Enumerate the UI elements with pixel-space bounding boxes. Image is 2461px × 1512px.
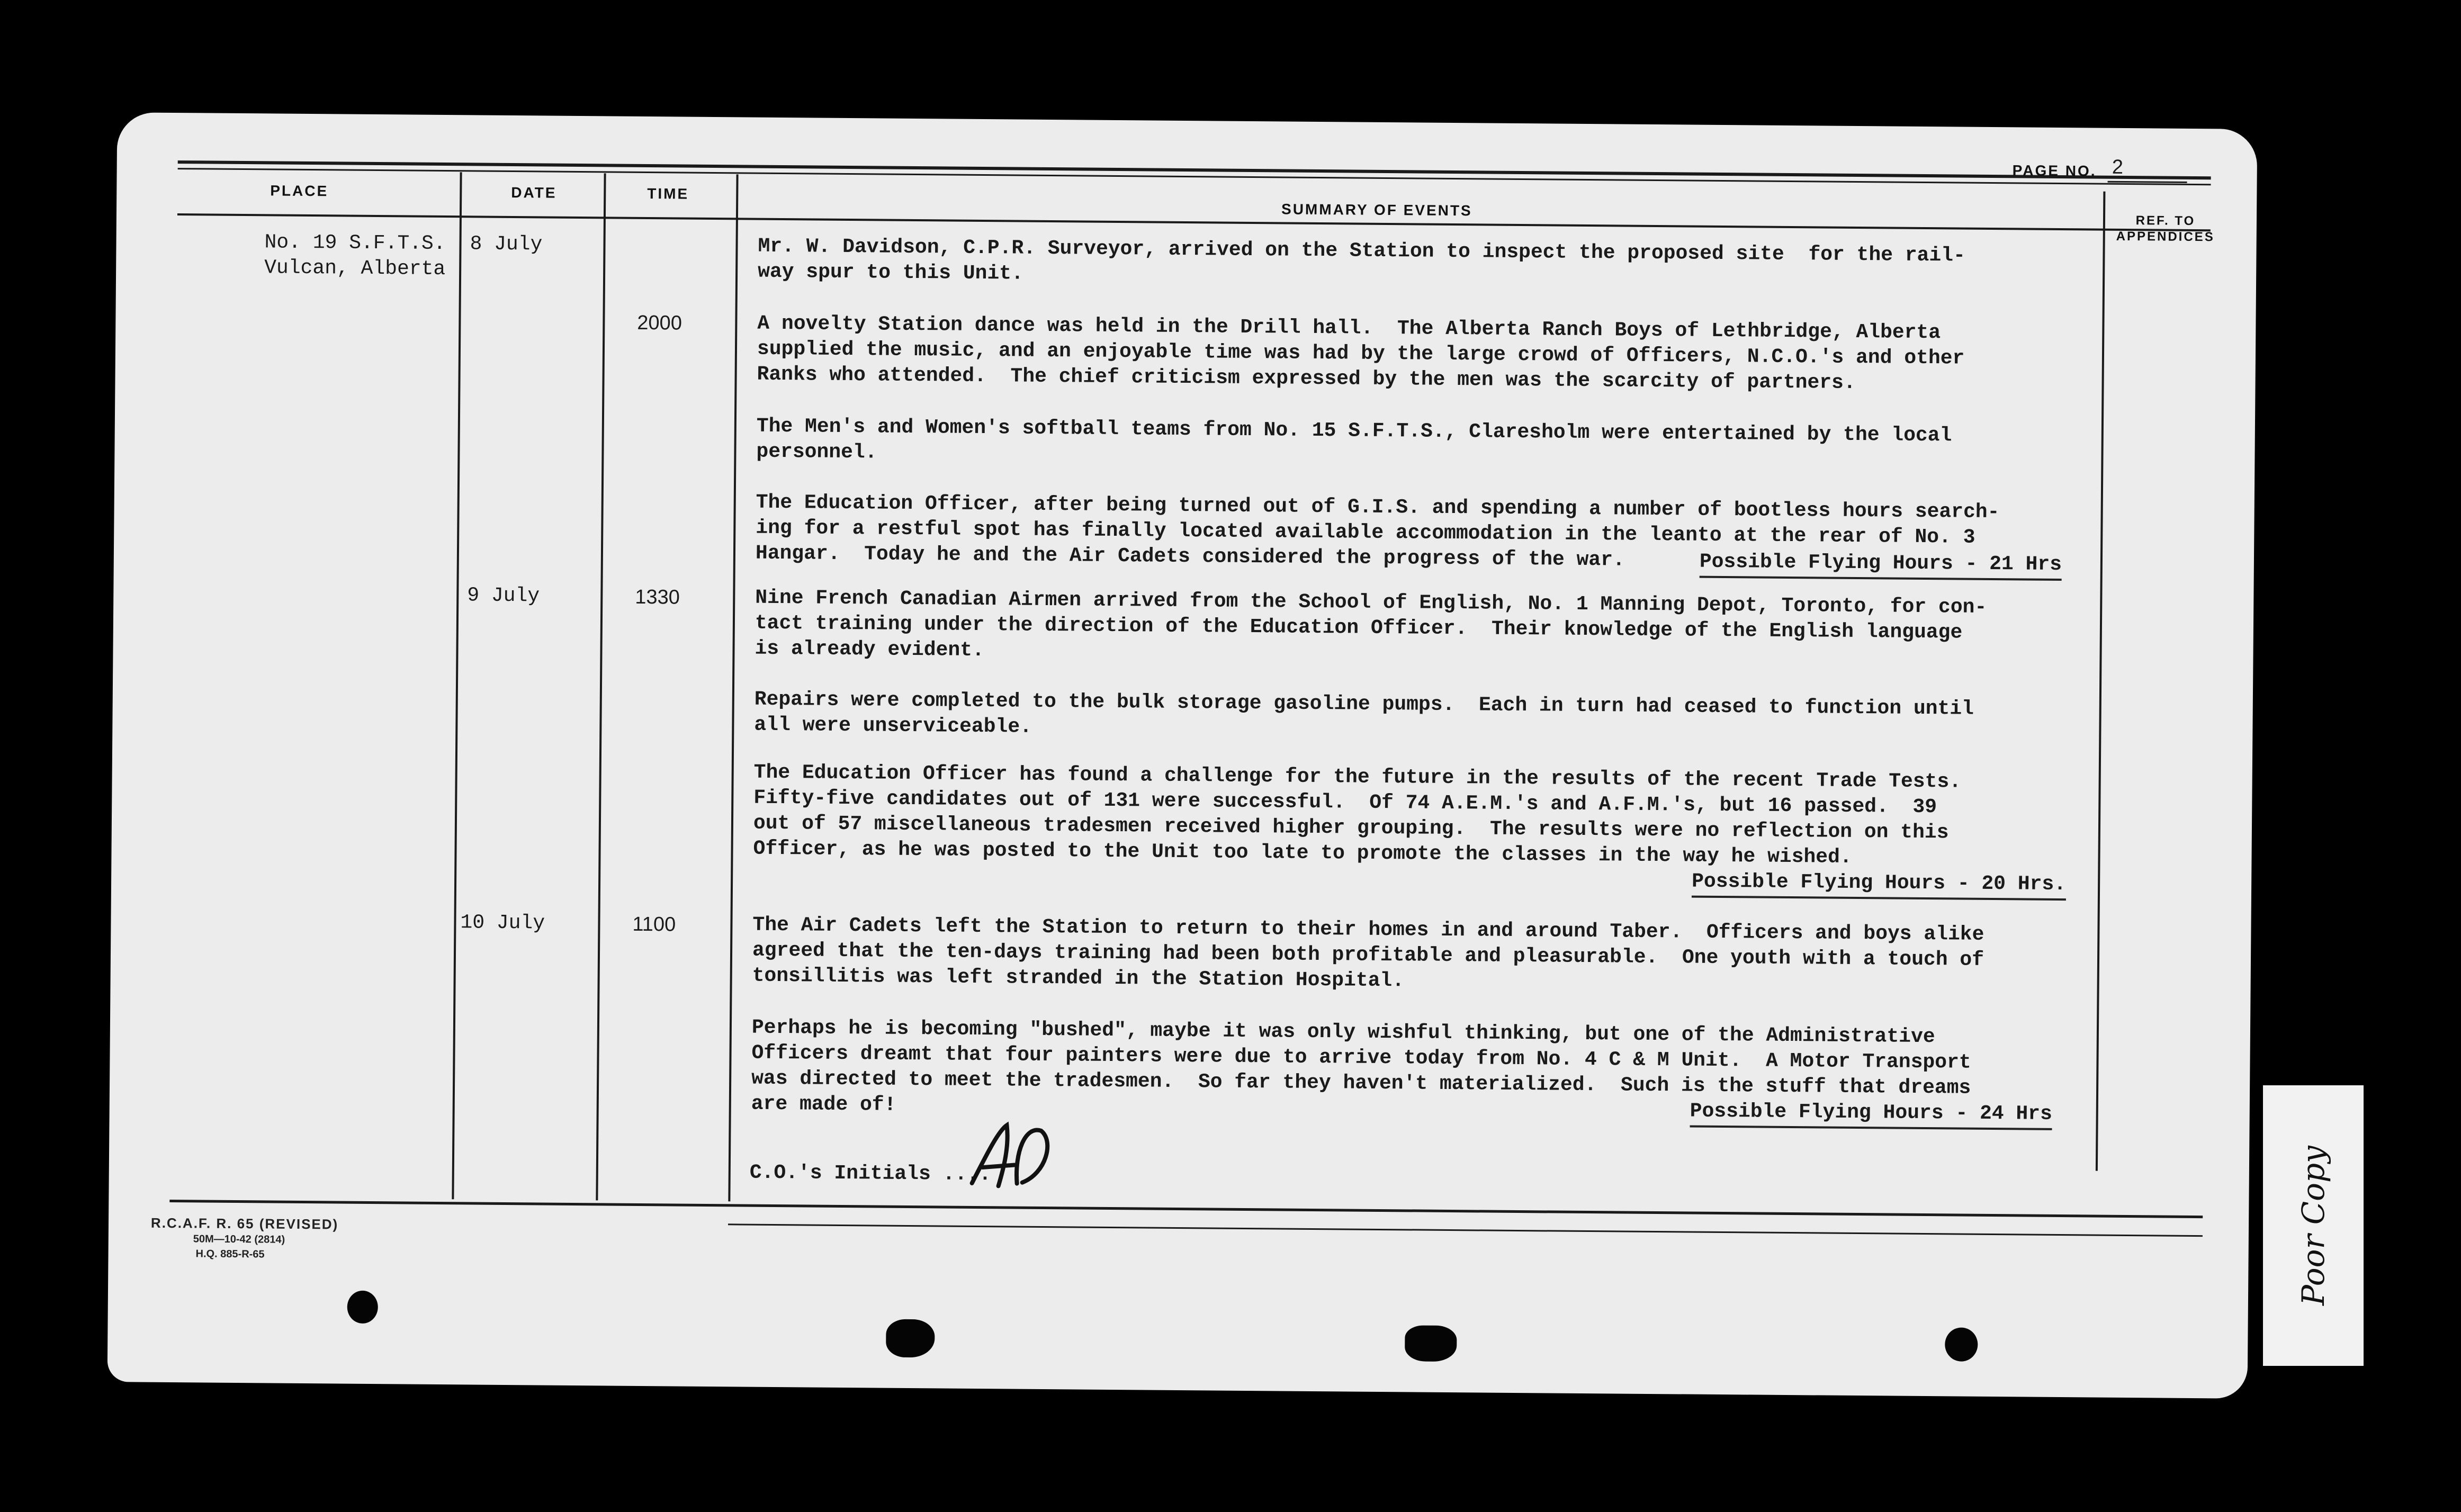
column-header-time: TIME (647, 185, 689, 202)
form-hq-code: H.Q. 885-R-65 (195, 1248, 265, 1261)
co-initials-label: C.O.'s Initials .... (749, 1161, 992, 1186)
flying-hours-10-july: Possible Flying Hours - 24 Hrs (1690, 1099, 2053, 1130)
co-signature (966, 1120, 1057, 1194)
time-2000: 2000 (637, 311, 682, 335)
punch-hole-4 (1945, 1327, 1978, 1361)
document-card (107, 112, 2258, 1399)
punch-hole-2 (886, 1319, 935, 1358)
entry-education-officer-leanto: The Education Officer, after being turned out of G.I.S. and spending a number of bootless hours search- ing for a restful spot has finally located available accommodation in the leanto at the rear of No. 3 Hangar. Today he and the Air Cadets considered the progress of the war. (755, 491, 2000, 572)
page-number-value: 2 (2112, 156, 2124, 178)
bottom-rule (169, 1200, 2203, 1218)
column-header-place: PLACE (270, 182, 329, 200)
page-number-label: PAGE NO. (2012, 162, 2097, 179)
form-print-code: 50M—10-42 (2814) (193, 1233, 285, 1246)
flying-hours-9-july: Possible Flying Hours - 20 Hrs. (1692, 869, 2066, 901)
poor-copy-label: Poor Copy (2295, 1146, 2331, 1306)
poor-copy-tag (2263, 1085, 2364, 1366)
column-header-ref: REF. TO APPENDICES (2116, 213, 2215, 245)
place-line-2: Vulcan, Alberta (264, 256, 446, 281)
divider-date-time (596, 173, 606, 1200)
entry-bushed-painters: Perhaps he is becoming "bushed", maybe it was only wishful thinking, but one of the Administrative Officers dreamt that four painters were due to arrive today from No. 4 C & M Unit. A Motor Transport was directed to meet the tradesmen. So far they haven't materialized. Such is the stuff that dreams are made of! (751, 1016, 1971, 1117)
entry-softball: The Men's and Women's softball teams from No. 15 S.F.T.S., Claresholm were entertained by the local personnel. (756, 415, 1952, 464)
column-header-summary: SUMMARY OF EVENTS (1281, 201, 1472, 219)
time-1100: 1100 (632, 913, 676, 936)
divider-place-date (452, 172, 462, 1199)
divider-time-summary (728, 174, 738, 1201)
entry-gasoline-pumps: Repairs were completed to the bulk storage gasoline pumps. Each in turn had ceased to function until all were unserviceable. (754, 688, 1974, 739)
time-1330: 1330 (635, 586, 680, 609)
date-8-july: 8 July (470, 232, 543, 256)
entry-trade-tests: The Education Officer has found a challenge for the future in the results of the recent Trade Tests. Fifty-five candidates out of 131 were successful. Of 74 A.E.M.'s and A.F.M.'s, but 16 passed. 39 out of 57 miscellaneous tradesmen received higher grouping. The results were no reflection on this Officer, as he was posted to the Unit too late to promote the classes in the way he wished. (753, 761, 1962, 869)
column-header-date: DATE (511, 184, 557, 201)
bottom-rule-thin (728, 1223, 2203, 1237)
form-number: R.C.A.F. R. 65 (REVISED) (150, 1214, 339, 1232)
entry-station-dance: A novelty Station dance was held in the Drill hall. The Alberta Ranch Boys of Lethbridge, Alberta supplied the music, and an enjoyable time was had by the large crowd of Officers, N.C.O.'s and other Ranks who attended. The chief criticism expressed by the men was the scarcity of partners. (757, 312, 1965, 394)
punch-hole-1 (347, 1291, 378, 1324)
entry-french-canadian-airmen: Nine French Canadian Airmen arrived from the School of English, No. 1 Manning Depot, Toronto, for con- tact training under the direction of the Education Officer. Their knowledge of the English language is already evident. (755, 586, 1987, 662)
date-10-july: 10 July (460, 911, 545, 935)
entry-air-cadets-left: The Air Cadets left the Station to return to their homes in and around Taber. Officers and boys alike agreed that the ten-days training had been both profitable and pleasurable. One youth with a touch of tonsillitis was left stranded in the Station Hospital. (752, 913, 1984, 993)
punch-hole-3 (1405, 1325, 1457, 1362)
date-9-july: 9 July (467, 584, 540, 608)
header-rule (177, 213, 2211, 231)
entry-surveyor: Mr. W. Davidson, C.P.R. Surveyor, arrived on the Station to inspect the proposed site for the rail- way spur to this Unit. (757, 235, 1966, 285)
flying-hours-8-july: Possible Flying Hours - 21 Hrs (1700, 550, 2062, 581)
place-line-1: No. 19 S.F.T.S. (264, 231, 446, 256)
